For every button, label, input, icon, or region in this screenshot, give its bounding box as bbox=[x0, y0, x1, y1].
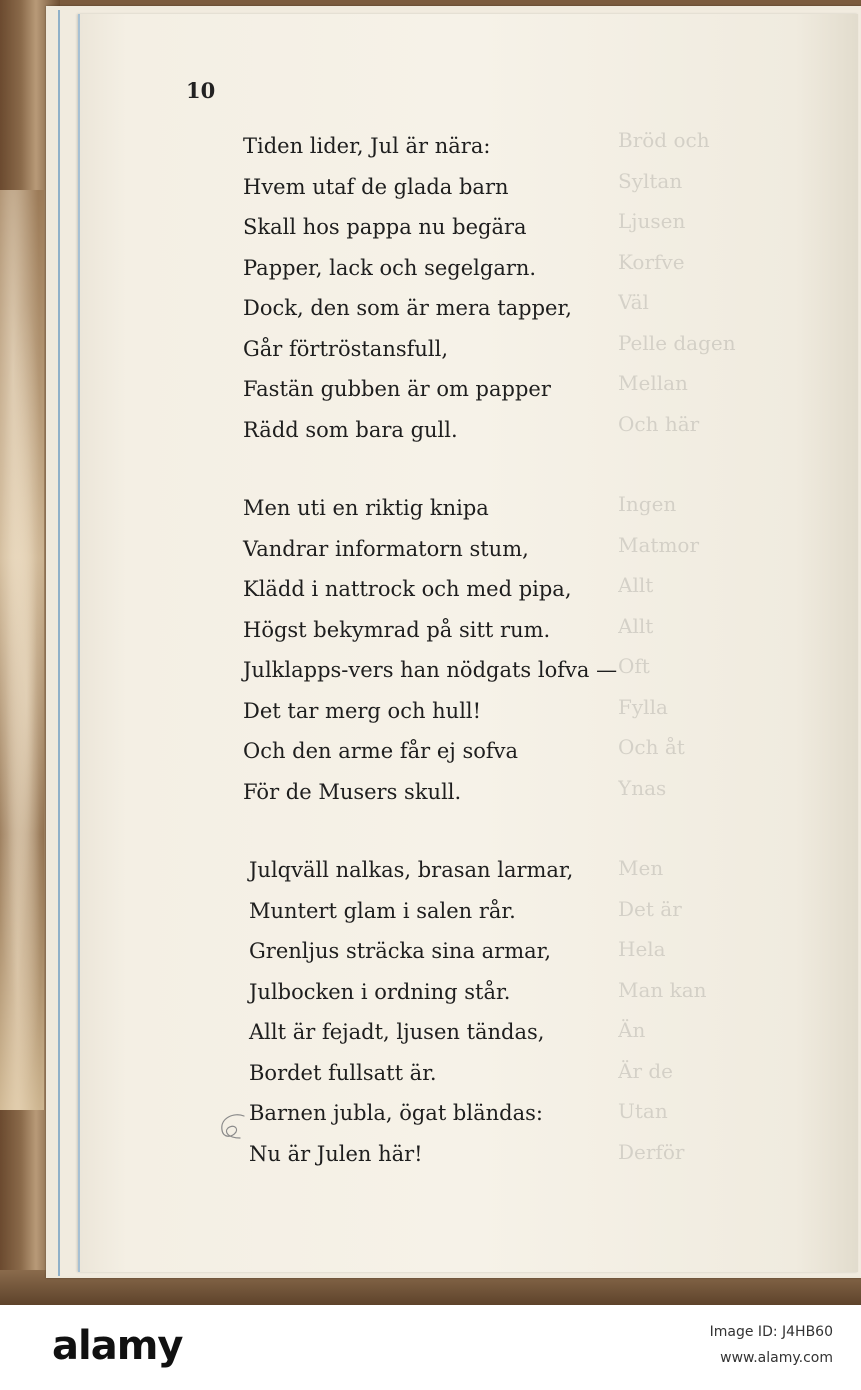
poem-line: Fastän gubben är om papper bbox=[243, 377, 551, 401]
poem-line: Nu är Julen här! bbox=[249, 1141, 423, 1166]
poem-line: Julbocken i ordning står. bbox=[249, 979, 511, 1004]
bleed-through-text: Bröd och Syltan Ljusen Korfve Väl Pelle dagen Mellan Och här Ingen Matmor Allt Allt Oft Fylla Och åt Ynas Men Det är Hela Man kan Än Är de Utan Derför bbox=[618, 128, 736, 1164]
poem-line: Och den arme får ej sofva bbox=[243, 739, 519, 763]
poem-line: Hvem utaf de glada barn bbox=[243, 174, 509, 199]
poem-line: Tiden lider, Jul är nära: bbox=[243, 134, 491, 158]
stock-logo: alamy bbox=[52, 1323, 183, 1369]
poem-line: Det tar merg och hull! bbox=[243, 698, 482, 723]
pencil-mark-icon bbox=[214, 1108, 248, 1142]
poem-line: Rädd som bara gull. bbox=[243, 417, 458, 442]
poem-line: Barnen jubla, ögat bländas: bbox=[249, 1101, 543, 1125]
poem-line: Skall hos pappa nu begära bbox=[243, 215, 527, 239]
page-number: 10 bbox=[186, 78, 216, 103]
poem bbox=[243, 126, 713, 1212]
poem-line: Julqväll nalkas, brasan larmar, bbox=[249, 858, 574, 882]
stanza-2 bbox=[243, 488, 713, 812]
poem-line: Högst bekymrad på sitt rum. bbox=[243, 617, 551, 642]
marbled-endpaper bbox=[0, 190, 44, 1110]
poem-line: Dock, den som är mera tapper, bbox=[243, 296, 572, 320]
stanza-1 bbox=[243, 126, 713, 450]
stock-footer bbox=[0, 1305, 861, 1390]
poem-line: Julklapps-vers han nödgats lofva — bbox=[243, 658, 618, 682]
poem-line: Vandrar informatorn stum, bbox=[243, 536, 529, 561]
stanza-3 bbox=[249, 850, 713, 1174]
stock-meta bbox=[710, 1319, 833, 1371]
site-url: www.alamy.com bbox=[720, 1350, 833, 1366]
poem-line: Går förtröstansfull, bbox=[243, 336, 449, 361]
poem-line: Men uti en riktig knipa bbox=[243, 496, 489, 520]
poem-line: Muntert glam i salen rår. bbox=[249, 898, 516, 923]
poem-line: För de Musers skull. bbox=[243, 779, 462, 804]
poem-line: Papper, lack och segelgarn. bbox=[243, 255, 537, 280]
poem-line: Grenljus sträcka sina armar, bbox=[249, 939, 552, 963]
poem-line: Allt är fejadt, ljusen tändas, bbox=[249, 1020, 545, 1044]
poem-line: Klädd i nattrock och med pipa, bbox=[243, 577, 572, 601]
image-id: Image ID: J4HB60 bbox=[709, 1324, 833, 1340]
poem-line: Bordet fullsatt är. bbox=[249, 1060, 437, 1085]
